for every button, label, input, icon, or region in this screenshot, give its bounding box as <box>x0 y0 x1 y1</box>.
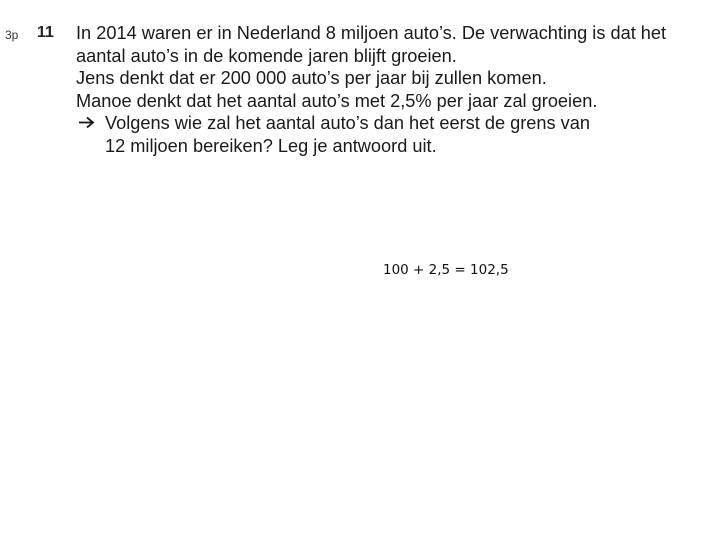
question-line: Jens denkt dat er 200 000 auto’s per jaar bij zullen komen. <box>76 68 547 88</box>
question-text <box>76 22 712 157</box>
task-line: 12 miljoen bereiken? Leg je antwoord uit. <box>105 135 437 156</box>
task-instruction <box>76 112 712 135</box>
task-line: Volgens wie zal het aantal auto’s dan het eerst de grens van <box>105 113 590 133</box>
handwritten-answer: 100 + 2,5 = 102,5 <box>383 262 509 278</box>
question-line: In 2014 waren er in Nederland 8 miljoen auto’s. De verwachting is dat het <box>76 23 667 43</box>
question-line: Manoe denkt dat het aantal auto’s met 2,5% per jaar zal groeien. <box>76 90 598 111</box>
arrow-right-icon <box>78 116 95 129</box>
points-label: 3p <box>5 28 19 42</box>
question-line: aantal auto’s in de komende jaren blijft groeien. <box>76 45 457 66</box>
question-number: 11 <box>37 24 54 41</box>
